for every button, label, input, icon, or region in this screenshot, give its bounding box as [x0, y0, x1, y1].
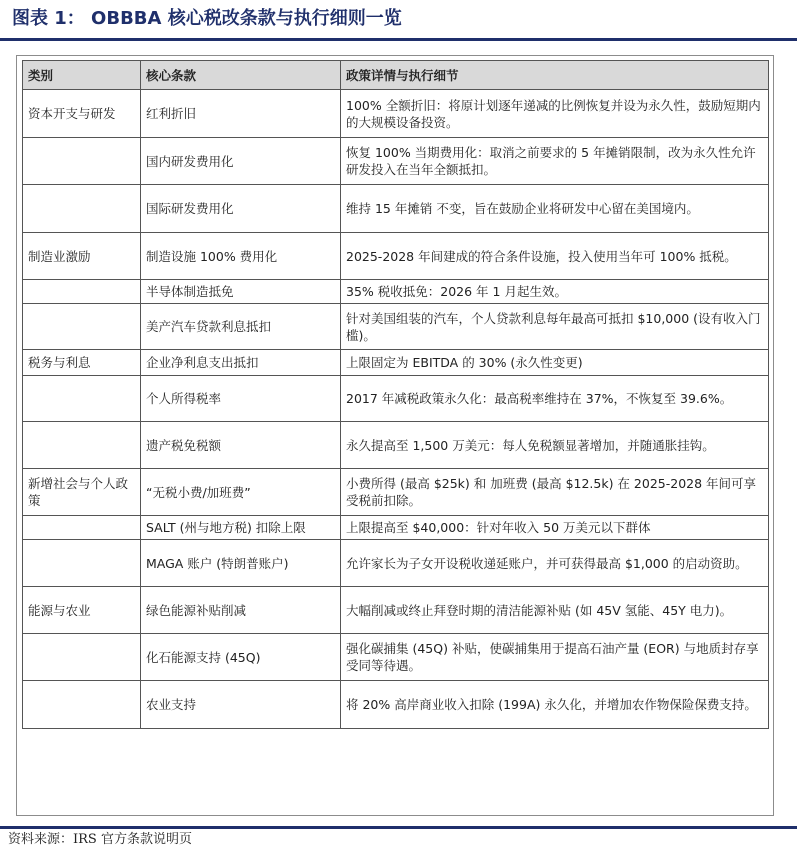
table-row	[23, 90, 769, 138]
detail-cell: 恢复 100% 当期费用化：取消之前要求的 5 年摊销限制，改为永久性允许研发投入在当年全额抵扣。	[341, 138, 769, 185]
header-clause: 核心条款	[141, 61, 341, 90]
category-cell	[23, 304, 141, 350]
table-row	[23, 540, 769, 587]
detail-cell: 针对美国组装的汽车，个人贷款利息每年最高可抵扣 $10,000 (设有收入门槛)。	[341, 304, 769, 350]
clause-cell: 美产汽车贷款利息抵扣	[141, 304, 341, 350]
clause-cell: 化石能源支持 (45Q)	[141, 634, 341, 681]
table-row	[23, 138, 769, 185]
clause-cell: 个人所得税率	[141, 376, 341, 422]
category-cell	[23, 280, 141, 304]
detail-cell: 2017 年减税政策永久化：最高税率维持在 37%，不恢复至 39.6%。	[341, 376, 769, 422]
figure-title: 图表 1： OBBBA 核心税改条款与执行细则一览	[12, 8, 402, 29]
table-row	[23, 516, 769, 540]
clause-cell: 红利折旧	[141, 90, 341, 138]
category-cell: 制造业激励	[23, 233, 141, 280]
table-header-row	[23, 61, 769, 90]
detail-cell: 维持 15 年摊销 不变，旨在鼓励企业将研发中心留在美国境内。	[341, 185, 769, 233]
category-cell: 能源与农业	[23, 587, 141, 634]
clause-cell: 遗产税免税额	[141, 422, 341, 469]
category-cell	[23, 185, 141, 233]
category-cell	[23, 681, 141, 729]
category-cell	[23, 138, 141, 185]
detail-cell: 上限固定为 EBITDA 的 30% (永久性变更)	[341, 350, 769, 376]
table-row	[23, 233, 769, 280]
detail-cell: 永久提高至 1,500 万美元：每人免税额显著增加，并随通胀挂钩。	[341, 422, 769, 469]
clause-cell: 国内研发费用化	[141, 138, 341, 185]
category-cell	[23, 376, 141, 422]
category-cell: 新增社会与个人政策	[23, 469, 141, 516]
title-divider	[0, 38, 797, 41]
table-row	[23, 304, 769, 350]
clause-cell: 半导体制造抵免	[141, 280, 341, 304]
detail-cell: 上限提高至 $40,000：针对年收入 50 万美元以下群体	[341, 516, 769, 540]
table-row	[23, 280, 769, 304]
category-cell: 资本开支与研发	[23, 90, 141, 138]
policy-table	[22, 60, 769, 729]
table-row	[23, 587, 769, 634]
detail-cell: 小费所得 (最高 $25k) 和 加班费 (最高 $12.5k) 在 2025-2028 年间可享受税前扣除。	[341, 469, 769, 516]
detail-cell: 强化碳捕集 (45Q) 补贴，使碳捕集用于提高石油产量 (EOR) 与地质封存享受同等待遇。	[341, 634, 769, 681]
detail-cell: 将 20% 高岸商业收入扣除 (199A) 永久化，并增加农作物保险保费支持。	[341, 681, 769, 729]
clause-cell: “无税小费/加班费”	[141, 469, 341, 516]
detail-cell: 35% 税收抵免：2026 年 1 月起生效。	[341, 280, 769, 304]
table-row	[23, 376, 769, 422]
detail-cell: 100% 全额折旧：将原计划逐年递减的比例恢复并设为永久性，鼓励短期内的大规模设备投资。	[341, 90, 769, 138]
category-cell	[23, 634, 141, 681]
table-row	[23, 185, 769, 233]
table-row	[23, 350, 769, 376]
footer-divider	[0, 826, 797, 829]
table-row	[23, 422, 769, 469]
clause-cell: 企业净利息支出抵扣	[141, 350, 341, 376]
source-note: 资料来源：IRS 官方条款说明页	[8, 832, 192, 847]
clause-cell: MAGA 账户 (特朗普账户)	[141, 540, 341, 587]
header-detail: 政策详情与执行细节	[341, 61, 769, 90]
category-cell	[23, 422, 141, 469]
table-row	[23, 469, 769, 516]
detail-cell: 2025-2028 年间建成的符合条件设施，投入使用当年可 100% 抵税。	[341, 233, 769, 280]
clause-cell: SALT (州与地方税) 扣除上限	[141, 516, 341, 540]
clause-cell: 绿色能源补贴削减	[141, 587, 341, 634]
table-row	[23, 634, 769, 681]
detail-cell: 允许家长为子女开设税收递延账户，并可获得最高 $1,000 的启动资助。	[341, 540, 769, 587]
clause-cell: 国际研发费用化	[141, 185, 341, 233]
clause-cell: 制造设施 100% 费用化	[141, 233, 341, 280]
category-cell	[23, 516, 141, 540]
category-cell	[23, 540, 141, 587]
detail-cell: 大幅削减或终止拜登时期的清洁能源补贴 (如 45V 氢能、45Y 电力)。	[341, 587, 769, 634]
clause-cell: 农业支持	[141, 681, 341, 729]
table-row	[23, 681, 769, 729]
category-cell: 税务与利息	[23, 350, 141, 376]
header-category: 类别	[23, 61, 141, 90]
